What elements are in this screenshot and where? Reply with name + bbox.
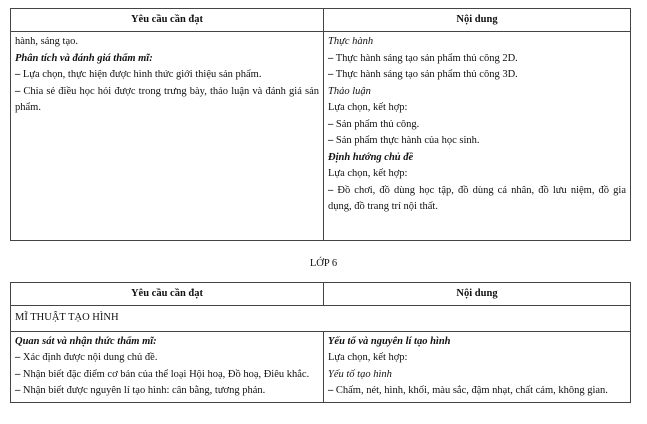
header-requirements: Yêu cầu cần đạt	[11, 283, 324, 306]
content-table-1	[10, 8, 631, 241]
elements-subheading: Yếu tố tạo hình	[328, 368, 392, 380]
theme-heading: Định hướng chủ đề	[328, 151, 414, 163]
theme-intro: Lựa chọn, kết hợp:	[328, 168, 408, 179]
section-heading: Quan sát và nhận thức thẩm mĩ:	[15, 335, 157, 347]
grade-title: LỚP 6	[309, 258, 338, 269]
list-item: – Lựa chọn, thực hiện được hình thức giới thiệu sản phẩm.	[15, 69, 262, 80]
requirements-cell	[11, 32, 324, 241]
discussion-intro: Lựa chọn, kết hợp:	[328, 102, 408, 113]
section-row	[11, 306, 631, 332]
content-cell	[324, 331, 631, 402]
header-content: Nội dung	[324, 283, 631, 306]
list-item: – Sản phẩm thực hành của học sinh.	[328, 135, 480, 146]
list-item: – Sản phẩm thủ công.	[328, 118, 420, 130]
list-item: – Nhận biết được nguyên lí tạo hình: cân bằng, tương phản.	[15, 385, 266, 396]
list-item: – Nhận biết đặc điểm cơ bản của thể loại Hội hoạ, Đồ hoạ, Điêu khắc.	[15, 368, 310, 380]
continued-text: hành, sáng tạo.	[15, 36, 78, 47]
requirements-cell	[11, 331, 324, 402]
content-table-2	[10, 282, 631, 403]
content-cell	[324, 32, 631, 241]
practice-heading: Thực hành	[328, 36, 374, 47]
table-header-row	[11, 283, 631, 306]
list-item: – Đồ chơi, đồ dùng học tập, đồ dùng cá nhân, đồ lưu niệm, đồ gia dụng, đồ trang trí nội thất.	[328, 184, 626, 212]
header-content: Nội dung	[324, 9, 631, 32]
list-item: – Chấm, nét, hình, khối, màu sắc, đậm nhạt, chất cảm, không gian.	[328, 385, 608, 396]
elements-heading: Yếu tố và nguyên lí tạo hình	[328, 335, 451, 347]
table-row	[11, 32, 631, 241]
section-heading: Phân tích và đánh giá thẩm mĩ:	[15, 52, 153, 64]
header-requirements: Yêu cầu cần đạt	[11, 9, 324, 32]
section-title: MĨ THUẬT TẠO HÌNH	[11, 306, 631, 332]
list-item: – Chia sẻ điều học hỏi được trong trưng bày, thảo luận và đánh giá sản phẩm.	[15, 85, 320, 113]
discussion-heading: Thảo luận	[328, 85, 371, 97]
table-row	[11, 331, 631, 402]
elements-intro: Lựa chọn, kết hợp:	[328, 352, 408, 363]
list-item: – Thực hành sáng tạo sản phẩm thủ công 3D.	[328, 69, 518, 80]
list-item: – Thực hành sáng tạo sản phẩm thủ công 2D.	[328, 52, 518, 64]
table-header-row	[11, 9, 631, 32]
list-item: – Xác định được nội dung chủ đề.	[15, 352, 158, 363]
